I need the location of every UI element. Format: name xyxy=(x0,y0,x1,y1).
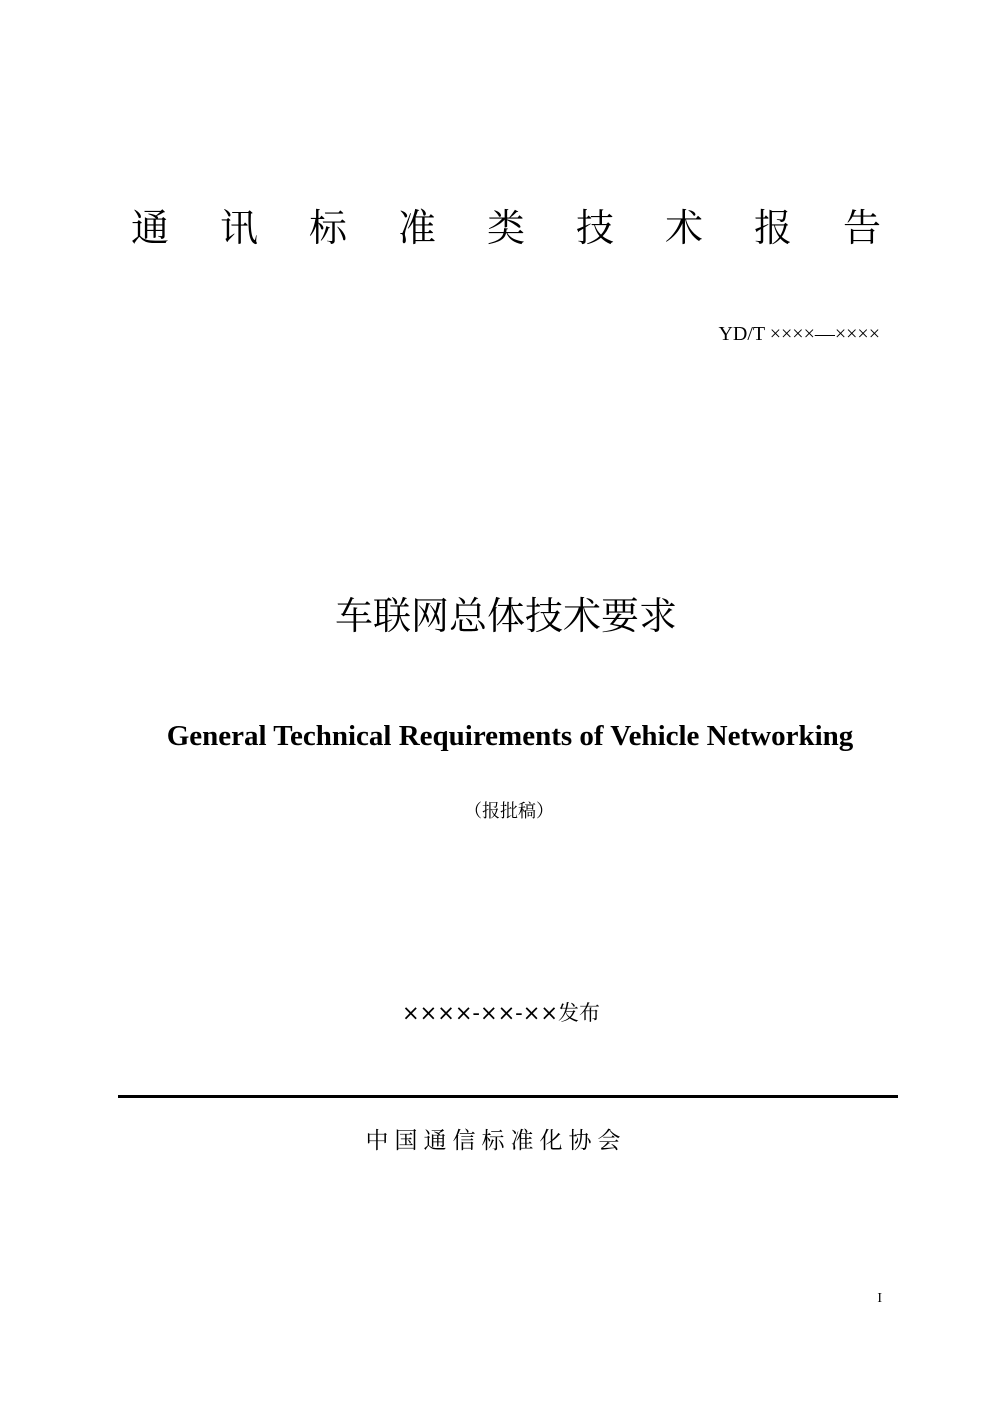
heading-char: 准 xyxy=(397,206,436,250)
heading-char: 讯 xyxy=(219,206,258,250)
page-number: I xyxy=(877,1291,882,1306)
heading-char: 术 xyxy=(664,206,703,250)
heading-char: 标 xyxy=(308,206,347,250)
standard-number: YD/T ××××—×××× xyxy=(718,323,880,345)
draft-stage-label: （报批稿） xyxy=(464,801,554,822)
document-title-english: General Technical Requirements of Vehicle Networking xyxy=(166,720,854,752)
heading-char: 技 xyxy=(575,206,614,250)
report-type-heading xyxy=(130,204,882,252)
heading-char: 报 xyxy=(753,206,792,250)
publish-date: ××××-××-××发布 xyxy=(402,1001,600,1025)
horizontal-divider xyxy=(118,1095,898,1098)
document-title-chinese: 车联网总体技术要求 xyxy=(334,594,677,638)
heading-char: 告 xyxy=(842,206,881,250)
heading-char: 通 xyxy=(130,206,169,250)
issuing-organization: 中国通信标准化协会 xyxy=(365,1128,627,1154)
heading-char: 类 xyxy=(486,206,525,250)
